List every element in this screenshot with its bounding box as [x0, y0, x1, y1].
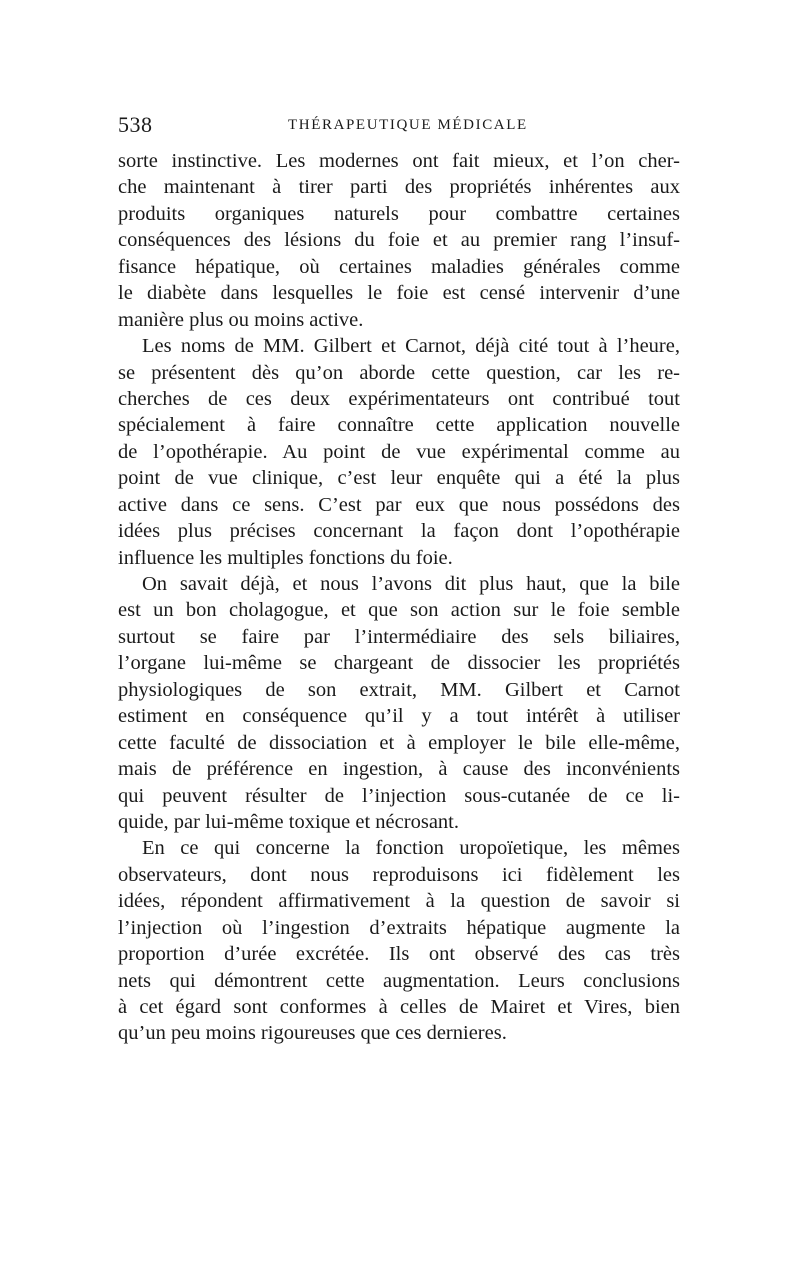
text-line: manière plus ou moins active.: [118, 308, 364, 331]
text-line: qu’un peu moins rigoureuses que ces dernieres.: [118, 1022, 507, 1045]
text-line: On savait déjà, et nous l’avons dit plus haut, que la bile: [142, 573, 680, 595]
text-line: à cet égard sont conformes à celles de Mairet et Vires, bien: [118, 996, 680, 1018]
text-line: observateurs, dont nous reproduisons ici fidèlement les: [118, 863, 680, 886]
text-line: est un bon cholagogue, et que son action sur le foie semble: [118, 599, 680, 622]
text-line: influence les multiples fonctions du foie.: [118, 546, 453, 569]
text-line: che maintenant à tirer parti des propriétés inhérentes aux: [118, 176, 680, 199]
page-number: 538: [118, 112, 153, 137]
text-line: conséquences des lésions du foie et au premier rang l’insuf-: [118, 229, 680, 252]
text-line: idées plus précises concernant la façon dont l’opothérapie: [118, 520, 680, 543]
text-line: de l’opothérapie. Au point de vue expérimental comme au: [118, 440, 680, 463]
text-line: En ce qui concerne la fonction uropoïetique, les mêmes: [142, 837, 680, 860]
text-line: le diabète dans lesquelles le foie est censé intervenir d’une: [118, 282, 680, 305]
text-line: estiment en conséquence qu’il y a tout intérêt à utiliser: [118, 705, 680, 728]
text-line: sorte instinctive. Les modernes ont fait mieux, et l’on cher-: [118, 150, 680, 172]
text-line: spécialement à faire connaître cette application nouvelle: [118, 414, 680, 437]
text-line: active dans ce sens. C’est par eux que nous possédons des: [118, 493, 680, 516]
body-text: [118, 148, 680, 1047]
text-line: l’organe lui-même se chargeant de dissocier les propriétés: [118, 652, 680, 675]
text-line: mais de préférence en ingestion, à cause des inconvénients: [118, 758, 680, 781]
text-line: qui peuvent résulter de l’injection sous-cutanée de ce li-: [118, 784, 680, 807]
text-line: nets qui démontrent cette augmentation. Leurs conclusions: [118, 969, 680, 992]
text-line: cherches de ces deux expérimentateurs ont contribué tout: [118, 387, 680, 410]
text-line: l’injection où l’ingestion d’extraits hépatique augmente la: [118, 916, 680, 939]
running-head: [118, 112, 680, 142]
running-title: THÉRAPEUTIQUE MÉDICALE: [288, 117, 528, 133]
text-line: physiologiques de son extrait, MM. Gilbert et Carnot: [118, 678, 680, 701]
text-line: idées, répondent affirmativement à la question de savoir si: [118, 890, 680, 913]
text-line: quide, par lui-même toxique et nécrosant.: [118, 810, 459, 833]
text-line: Les noms de MM. Gilbert et Carnot, déjà cité tout à l’heure,: [142, 335, 680, 358]
text-line: cette faculté de dissociation et à employer le bile elle-même,: [118, 731, 680, 754]
text-line: proportion d’urée excrétée. Ils ont observé des cas très: [118, 943, 680, 966]
text-line: surtout se faire par l’intermédiaire des sels biliaires,: [118, 625, 680, 648]
text-line: point de vue clinique, c’est leur enquête qui a été la plus: [118, 467, 680, 490]
text-line: se présentent dès qu’on aborde cette question, car les re-: [118, 361, 680, 384]
text-line: produits organiques naturels pour combattre certaines: [118, 202, 680, 225]
text-line: fisance hépatique, où certaines maladies générales comme: [118, 255, 680, 278]
